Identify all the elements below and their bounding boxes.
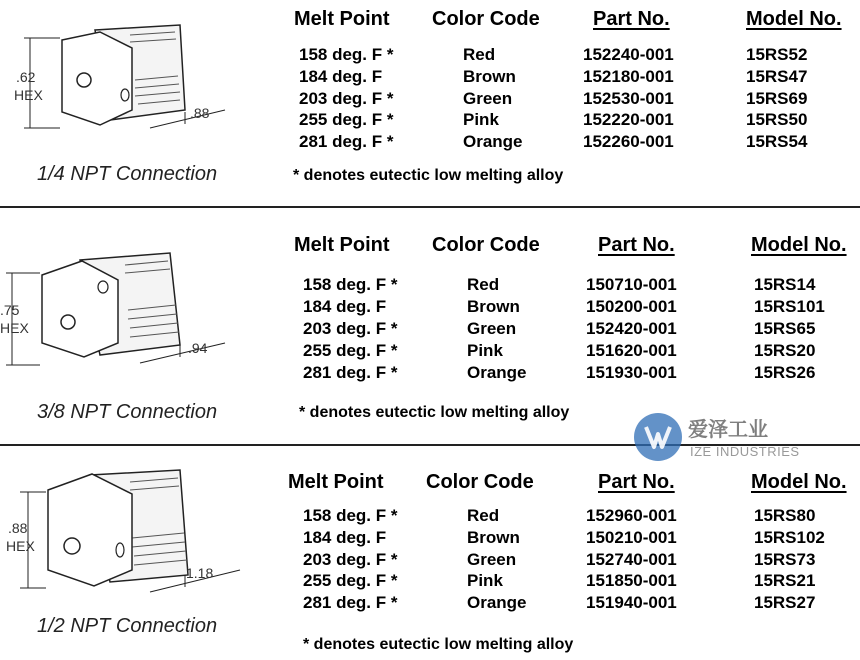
cell-color: Brown [463, 67, 516, 86]
eutectic-note: * denotes eutectic low melting alloy [303, 636, 574, 653]
connection-label: 1/4 NPT Connection [37, 163, 218, 185]
cell-part: 152740-001 [586, 550, 677, 569]
cell-color: Brown [467, 297, 520, 316]
section-divider [0, 206, 860, 208]
hex-dimension-value: .75 [0, 302, 20, 318]
cell-model: 15RS26 [754, 363, 816, 382]
cell-model: 15RS54 [746, 132, 808, 151]
cell-part: 151620-001 [586, 341, 677, 360]
cell-part: 152260-001 [583, 132, 674, 151]
cell-model: 15RS69 [746, 89, 808, 108]
watermark-cn-text: 爱泽工业 [688, 417, 768, 441]
cell-part: 150710-001 [586, 275, 677, 294]
cell-part: 152220-001 [583, 110, 674, 129]
cell-melt: 203 deg. F * [303, 550, 398, 569]
cell-part: 150210-001 [586, 528, 677, 547]
cell-color: Pink [467, 571, 503, 590]
cell-color: Brown [467, 528, 520, 547]
eutectic-note: * denotes eutectic low melting alloy [299, 404, 570, 421]
header-model-no: Model No. [751, 234, 847, 256]
header-color-code: Color Code [432, 8, 540, 30]
cell-melt: 255 deg. F * [299, 110, 394, 129]
watermark-logo [628, 412, 828, 462]
cell-model: 15RS20 [754, 341, 816, 360]
cell-melt: 203 deg. F * [299, 89, 394, 108]
cell-melt: 184 deg. F [303, 528, 387, 547]
cell-melt: 158 deg. F * [303, 506, 398, 525]
watermark-en-text: IZE INDUSTRIES [690, 444, 800, 459]
header-part-no: Part No. [598, 471, 675, 493]
cell-model: 15RS14 [754, 275, 816, 294]
header-color-code: Color Code [426, 471, 534, 493]
cell-part: 152530-001 [583, 89, 674, 108]
cell-model: 15RS80 [754, 506, 816, 525]
cell-color: Red [463, 45, 496, 64]
cell-model: 15RS27 [754, 593, 816, 612]
cell-model: 15RS73 [754, 550, 816, 569]
fitting-drawing-three-eighths-npt [0, 225, 240, 405]
hex-dimension-value: .62 [16, 69, 36, 85]
cell-color: Green [467, 319, 517, 338]
cell-color: Green [463, 89, 513, 108]
header-melt-point: Melt Point [288, 471, 384, 493]
header-color-code: Color Code [432, 234, 540, 256]
section-1-quarter-npt [0, 0, 860, 200]
header-part-no: Part No. [598, 234, 675, 256]
cell-model: 15RS50 [746, 110, 808, 129]
cell-model: 15RS102 [754, 528, 825, 547]
cell-part: 152960-001 [586, 506, 677, 525]
cell-color: Pink [467, 341, 503, 360]
cell-melt: 184 deg. F [299, 67, 383, 86]
cell-model: 15RS65 [754, 319, 816, 338]
length-dimension: 1.18 [186, 565, 214, 581]
length-dimension: .88 [190, 105, 210, 121]
cell-part: 152420-001 [586, 319, 677, 338]
cell-melt: 255 deg. F * [303, 341, 398, 360]
cell-melt: 158 deg. F * [299, 45, 394, 64]
cell-model: 15RS21 [754, 571, 816, 590]
eutectic-note: * denotes eutectic low melting alloy [293, 167, 564, 184]
cell-color: Red [467, 275, 500, 294]
cell-color: Green [467, 550, 517, 569]
cell-color: Orange [463, 132, 523, 151]
cell-part: 151930-001 [586, 363, 677, 382]
cell-melt: 158 deg. F * [303, 275, 398, 294]
header-model-no: Model No. [746, 8, 842, 30]
cell-melt: 281 deg. F * [299, 132, 394, 151]
cell-melt: 281 deg. F * [303, 363, 398, 382]
cell-color: Orange [467, 363, 527, 382]
cell-part: 152180-001 [583, 67, 674, 86]
connection-label: 1/2 NPT Connection [37, 615, 218, 637]
header-melt-point: Melt Point [294, 8, 390, 30]
hex-dimension-unit: HEX [0, 320, 29, 336]
header-melt-point: Melt Point [294, 234, 390, 256]
cell-color: Red [467, 506, 500, 525]
cell-model: 15RS47 [746, 67, 808, 86]
hex-dimension-value: .88 [8, 520, 28, 536]
cell-model: 15RS101 [754, 297, 825, 316]
section-3-half-npt [0, 460, 860, 660]
hex-dimension-unit: HEX [6, 538, 35, 554]
connection-label: 3/8 NPT Connection [37, 401, 218, 423]
cell-part: 150200-001 [586, 297, 677, 316]
ize-industries-logo-icon [628, 412, 828, 462]
cell-color: Orange [467, 593, 527, 612]
header-part-no: Part No. [593, 8, 670, 30]
section-2-three-eighths-npt [0, 225, 860, 435]
cell-part: 151940-001 [586, 593, 677, 612]
cell-melt: 184 deg. F [303, 297, 387, 316]
cell-part: 152240-001 [583, 45, 674, 64]
length-dimension: .94 [188, 340, 208, 356]
cell-color: Pink [463, 110, 499, 129]
hex-dimension-unit: HEX [14, 87, 43, 103]
cell-melt: 203 deg. F * [303, 319, 398, 338]
header-model-no: Model No. [751, 471, 847, 493]
fitting-drawing-quarter-npt [0, 0, 240, 170]
cell-melt: 255 deg. F * [303, 571, 398, 590]
cell-part: 151850-001 [586, 571, 677, 590]
cell-model: 15RS52 [746, 45, 808, 64]
fitting-drawing-half-npt [0, 460, 250, 640]
cell-melt: 281 deg. F * [303, 593, 398, 612]
